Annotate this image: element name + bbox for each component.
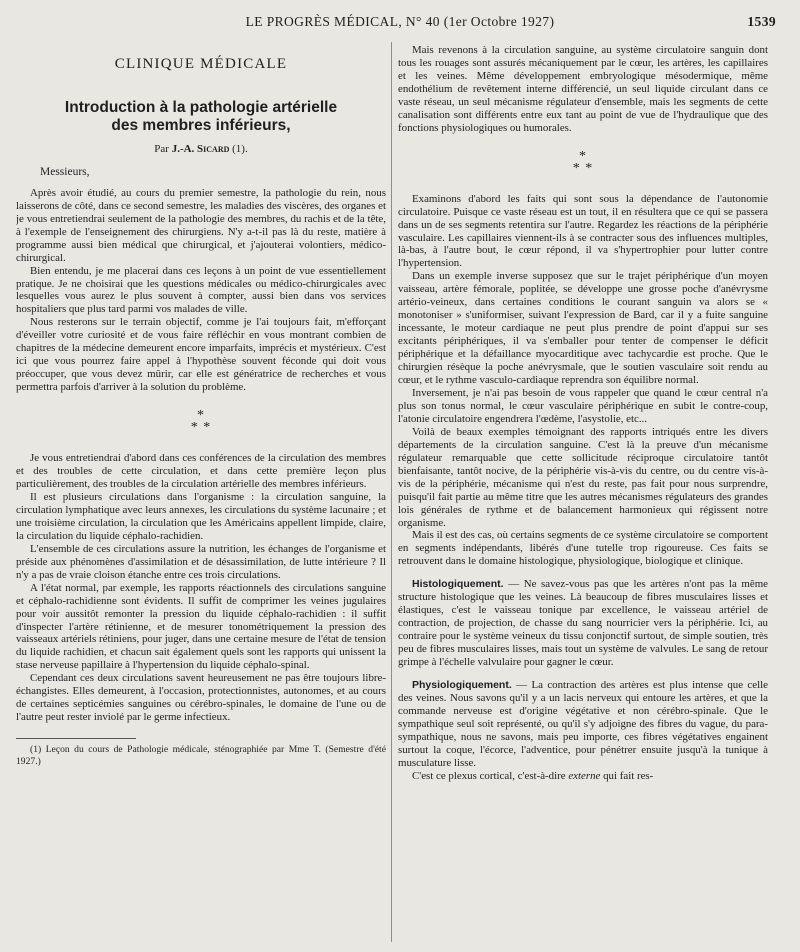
emphasis: externe	[568, 769, 601, 782]
ornament-star: *	[579, 148, 587, 164]
paragraph-physiology	[398, 679, 768, 770]
right-column	[398, 44, 768, 944]
subheading-histology: Histologiquement.	[412, 578, 504, 591]
paragraph: Après avoir étudié, au cours du premier semestre, la pathologie du rein, nous laisserons de côté, dans ce second semestre, les maladies des viscères, des organes et je vous entretiendrai seulement de la pathologie des membres, du rachis et de la tête, à l'exemple de l'enseignement des chirurgiens. N'y a-t-il pas là du reste, matière à programme aussi bien médical que chirurgical, et j'ajouterai volontiers, médico-chirurgical.	[16, 186, 386, 264]
ornament-star: *	[197, 408, 205, 424]
ornament-star: *	[572, 160, 581, 176]
byline	[16, 143, 386, 156]
paragraph: Mais il est des cas, où certains segments de ce système circulatoire se comportent en segments indépendants, libérés d'une tutelle trop rigoureuse. Ces faits se retrouvent dans le domaine histologique, physiologique, biologique et clinique.	[398, 529, 768, 568]
paragraph: Examinons d'abord les faits qui sont sous la dépendance de l'autonomie circulatoire. Puisque ce vaste réseau est un tout, il en résultera que ce qui se passera dans un de ses segments retentira sur l'autre. Regardez les réactions de la périphérie vasculaire. Les capillaires viennent-ils à se contracter sous des influences multiples, là-bas, à l'autre bout, le cœur répond, il va s'hypertrophier pour lutter contre l'hypertension.	[398, 192, 768, 270]
paragraph: Cependant ces deux circulations savent heureusement ne pas être toujours libre-échangistes. Elles demeurent, à l'occasion, protectionnistes, autonomes, et au cours de certaines septicémies sanguines ou cérébro-spinales, le domaine de l'une ou de l'autre peut rester inviolé par le germe infectieux.	[16, 672, 386, 724]
paragraph: Mais revenons à la circulation sanguine, au système circulatoire sanguin dont tous les rouages sont assurés mécaniquement par le cœur, les artères, les capillaires et les veines. Même développement embryologique mésodermique, même endothélium de revêtement interne différencié, un seul liquide circulant dans ce vaste réseau, un seul mécanisme régulateur d'ensemble, mais les segments de cette canalisation sont différents entre eux tant au point de vue de l'hydraulique que des fonctions physiologiques ou humorales.	[398, 44, 768, 134]
paragraph: Il est plusieurs circulations dans l'organisme : la circulation sanguine, la circulation lymphatique avec leurs annexes, les circulations du système lacunaire ; et une troisième circulation, la circulation que les Américains appellent limpide, claire, la circulation du liquide céphalo-rachidien.	[16, 490, 386, 542]
footnote: (1) Leçon du cours de Pathologie médicale, sténographiée par Mme T. (Semestre d'été 1927.)	[16, 744, 386, 767]
paragraph: Voilà de beaux exemples témoignant des rapports intriqués entre les divers départements de la circulation sanguine. C'est là la preuve d'un mécanisme régulateur remarquable que cette sollicitude réciproque circulatoire tantôt bienfaisante, tantôt nocive, de la périphérie vis-à-vis du centre, ou du centre vis-à-vis de la périphérie, mécanisme qui n'est du reste, pas fait pour nous surprendre, puisqu'il fait partie au même titre que les autres mécanismes régulateurs des grandes lois générales de rythme et de balancement harmonieux qui régissent notre organisme.	[398, 425, 768, 529]
footnote-ref: (1).	[232, 142, 248, 155]
subheading-physiology: Physiologiquement.	[412, 678, 512, 691]
article-title	[16, 99, 386, 135]
running-head	[0, 14, 800, 36]
paragraph: Inversement, je n'ai pas besoin de vous rappeler que quand le cœur central n'a plus son tonus normal, le cœur vasculaire périphérique en subit le contre-coup, l'atonie circulatoire engendrera l'œdème, l'asystolie, etc...	[398, 386, 768, 425]
section-heading: CLINIQUE MÉDICALE	[114, 56, 288, 72]
article-title-line-2: des membres inférieurs,	[111, 116, 291, 134]
column-divider	[391, 42, 392, 942]
paragraph-text: — La contraction des artères est plus intense que celle des veines. Nous savons qu'il y a un lacis nerveux qui entoure les artères, et que la commande nerveuse est d'origine végétative et non cérébro-spinale. Que le sympathique seul soit représenté, ou qu'il s'y adjoigne des fibres du vague, du para-sympathique, nous ne savons, mais peu importe, ces fibres végétatives engainent surtout la coque, l'écorce, l'adventice, pour pénétrer ensuite jusqu'à la tunique à musculature lisse.	[398, 678, 768, 769]
paragraph: Nous resterons sur le terrain objectif, comme je l'ai toujours fait, m'efforçant d'éveiller votre curiosité et de vous faire réfléchir en vous montrant combien de chapitres de la médecine demeurent encore imparfaits, imprécis et mystérieux. C'est ici que vous pourrez faire appel à l'hypothèse souvent féconde qui doit vous préoccuper, que vous devez mûrir, car elle est génératrice de recherches et vous permettra parfois d'arriver à la solution du problème.	[16, 316, 386, 394]
section-ornament	[398, 148, 768, 176]
ornament-star: *	[203, 420, 212, 436]
paragraph: Dans un exemple inverse supposez que sur le trajet périphérique d'un moyen vaisseau, artère fémorale, poplitée, se développe une grosse poche d'anévrysme artério-veineux, dans certaines conditions le courant sanguin va alors se « monotoniser » s'uniformiser, suivant l'expression de Bard, car il y a fuite sanguine incessante, le moteur cardiaque ne peut plus prendre de point d'appui sur ses excitants périphériques, il va s'emballer pour tenter de compenser le déficit périphérique et la défaillance myocarditique avec tachycardie est proche. Que le chirurgien résèque la poche anévrysmale, que le soutien vasculaire soit rendu au cœur, et le rythme vasculo-cardiaque reprendra son équilibre normal.	[398, 270, 768, 387]
greeting: Messieurs,	[40, 165, 90, 178]
paragraph-histology	[398, 578, 768, 669]
byline-prefix: Par	[154, 142, 169, 155]
author-name: J.-A. Sicard	[171, 142, 230, 155]
paragraph-text: C'est ce plexus cortical, c'est-à-dire	[412, 769, 569, 782]
ornament-star: *	[190, 420, 199, 436]
ornament-star: *	[585, 160, 594, 176]
article-title-line-1: Introduction à la pathologie artérielle	[64, 98, 338, 116]
spacer	[398, 669, 768, 679]
left-column	[16, 44, 386, 944]
section-ornament	[16, 410, 386, 434]
page-number: 1539	[747, 14, 776, 29]
paragraph-text: — Ne savez-vous pas que les artères n'ont pas la même structure histologique que les veines. Là beaucoup de fibres musculaires lisses et élastiques, c'est le vaisseau tonique par excellence, le vaisseau artériel de contraction, de projection, de chasse du sang nourricier vers la périphérie. Ici, au contraire pour le système veineux du tissu conjonctif surtout, de simple soutien, très peu de fibres musculaires lisses, mais tout un système de valvules. Le sang de retour grimpe à l'échelle valvulaire pour gagner le cœur.	[398, 578, 768, 669]
paragraph: L'ensemble de ces circulations assure la nutrition, les échanges de l'organisme et préside aux phénomènes d'assimilation et de désassimilation, de lutte intérieure ? Il n'y a pas de vraie cloison étanche entre ces trois circulations.	[16, 542, 386, 581]
paragraph: Bien entendu, je me placerai dans ces leçons à un point de vue essentiellement pratique. Je ne choisirai que les questions médicales ou médico-chirurgicales avec lesquelles vous aurez le plus souvent à compter, aussi bien dans vos services hospitaliers que plus tard parmi vos malades de ville.	[16, 264, 386, 316]
paragraph: Je vous entretiendrai d'abord dans ces conférences de la circulation des membres et des troubles de cette circulation, et dans cette première leçon plus particulièrement, des troubles de la circulation artérielle des membres inférieurs.	[16, 452, 386, 491]
footnote-rule	[16, 738, 136, 739]
spacer	[398, 568, 768, 578]
journal-title: LE PROGRÈS MÉDICAL, N° 40 (1er Octobre 1927)	[245, 14, 555, 29]
paragraph-last	[398, 770, 768, 783]
paragraph-text: qui fait res-	[600, 769, 654, 782]
paragraph: A l'état normal, par exemple, les rapports réactionnels des circulations sanguine et céphalo-rachidienne sont évidents. Il suffit de comprimer les veines jugulaires pour voir aussitôt remonter la pression du liquide céphalo-rachidien : il suffit d'inspecter l'artère rétinienne, et de mesurer tonométriquement la pression des vaisseaux artériels rétiniens, pour juger, dans une certaine mesure de l'état de tension du liquide rachidien, et chacun sait également quels sont les rapports qui unissent la stase nerveuse papillaire à l'hypertension du liquide céphalo-spinal.	[16, 581, 386, 672]
